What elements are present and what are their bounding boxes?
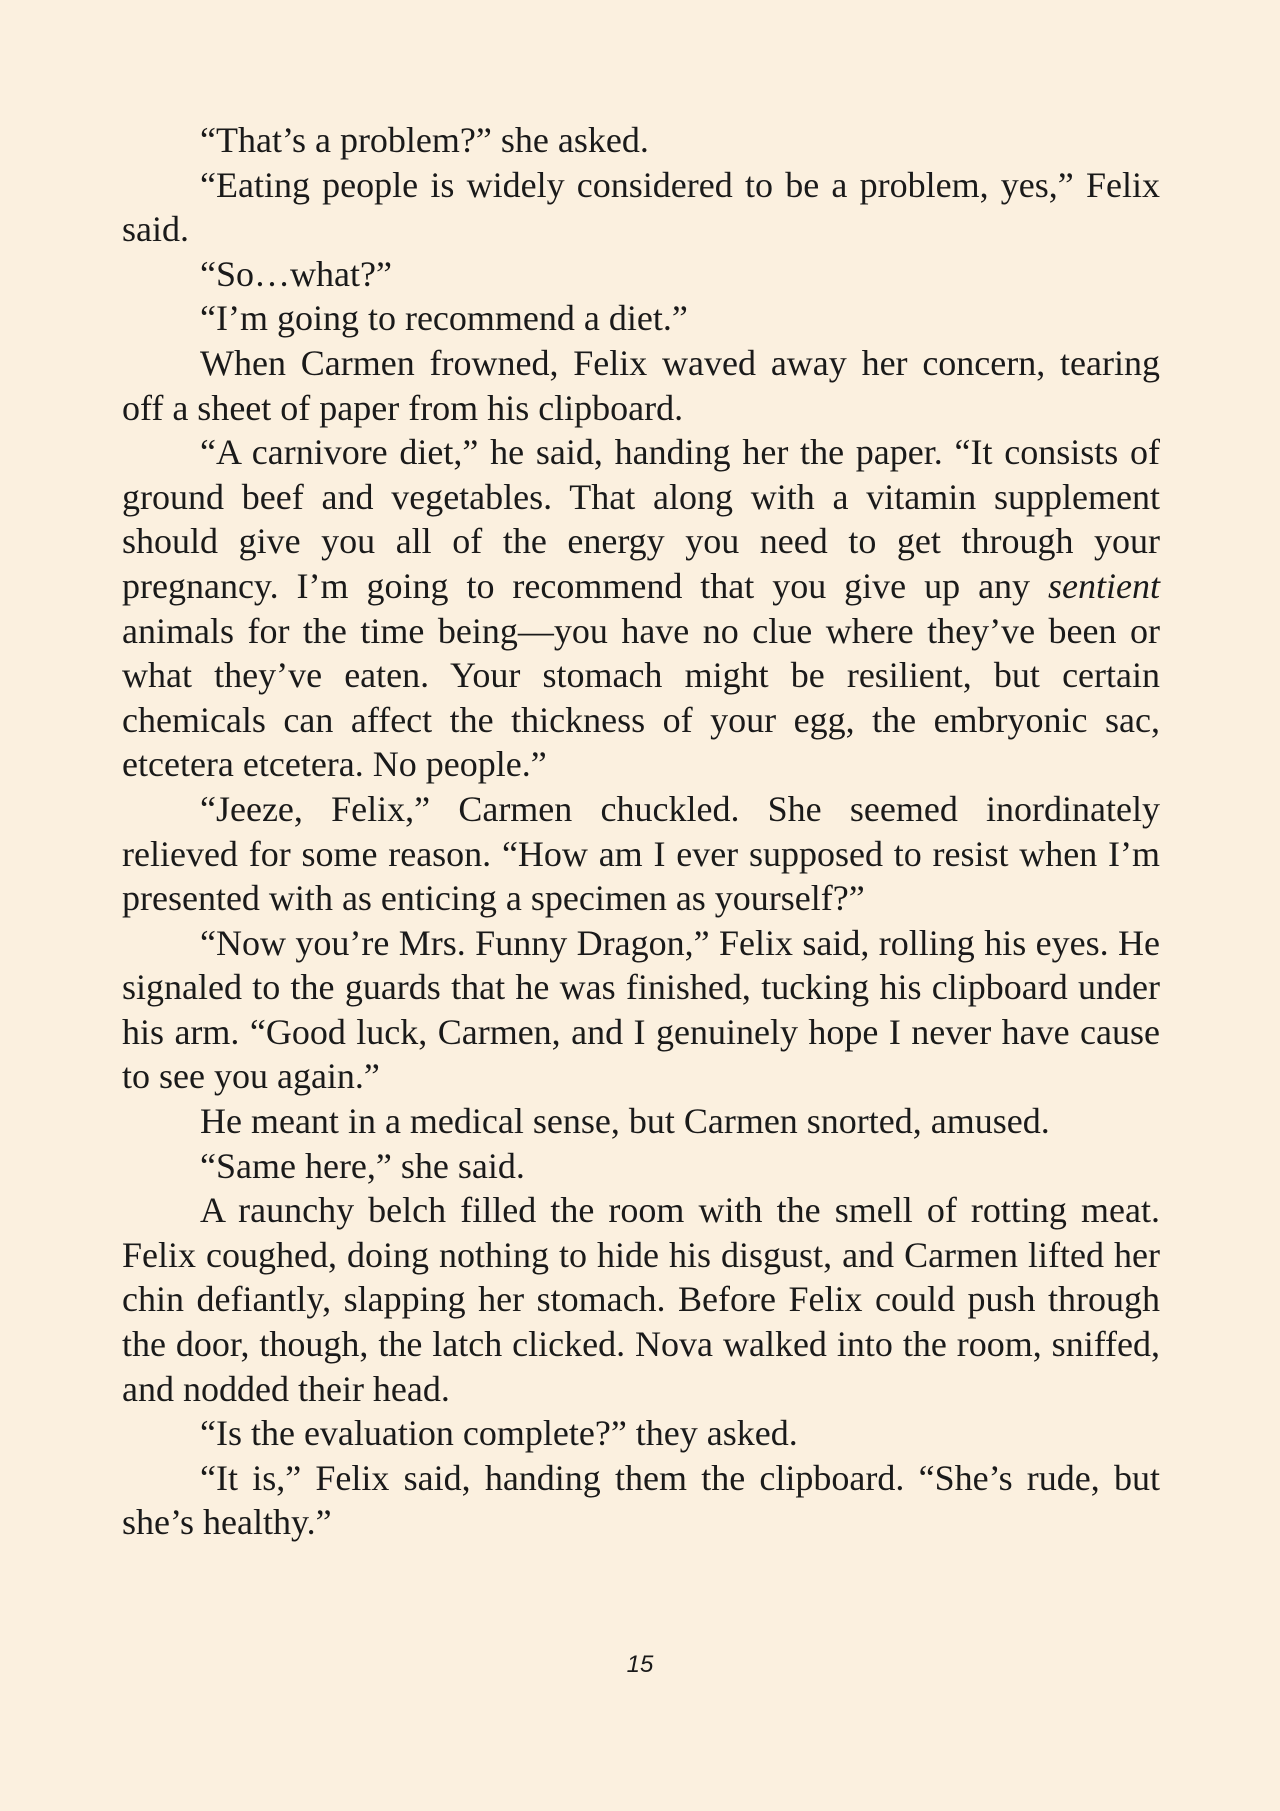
- paragraph-4: “I’m going to recommend a diet.”: [200, 298, 688, 339]
- paragraph-2: “Eating people is widely considered to be a problem, yes,” Felix said.: [122, 164, 1160, 250]
- paragraph-6: [122, 430, 1160, 787]
- paragraph-11: A raunchy belch filled the room with the smell of rotting meat. Felix coughed, doing nothing to hide his disgust, and Carmen lifted her chin defiantly, slapping her stomach. Before Felix could push through the door, though, the latch clicked. Nova walked into the room, sniffed, and nodded their head.: [122, 1190, 1160, 1409]
- paragraph-13: “It is,” Felix said, handing them the clipboard. “She’s rude, but she’s healthy.”: [122, 1457, 1160, 1543]
- paragraph-12: “Is the evaluation complete?” they asked.: [200, 1413, 798, 1454]
- paragraph-8: “Now you’re Mrs. Funny Dragon,” Felix said, rolling his eyes. He signaled to the guards that he was finished, tucking his clipboard under his arm. “Good luck, Carmen, and I genuinely hope I never have cause to see you again.”: [122, 922, 1160, 1097]
- paragraph-6-before: “A carnivore diet,” he said, handing her the paper. “It consists of ground beef and vegetables. That along with a vitamin supplement should give you all of the energy you need to get through your pregnancy. I’m going to recommend that you give up any: [122, 432, 1160, 606]
- paragraph-6-emphasis: sentient: [1048, 565, 1160, 606]
- paragraph-3: “So…what?”: [200, 253, 392, 294]
- paragraph-10: “Same here,” she said.: [200, 1145, 525, 1186]
- paragraph-6-after: animals for the time being—you have no clue where they’ve been or what they’ve eaten. Your stomach might be resilient, but certain chemicals can affect the thickness of your egg, the embryonic sac, etcetera etcetera. No people.”: [122, 610, 1160, 785]
- paragraph-7: “Jeeze, Felix,” Carmen chuckled. She seemed inordinately relieved for some reason. “How am I ever supposed to resist when I’m presented with as enticing a specimen as yourself?”: [122, 788, 1160, 919]
- paragraph-1: “That’s a problem?” she asked.: [200, 120, 649, 160]
- paragraph-9: He meant in a medical sense, but Carmen snorted, amused.: [200, 1101, 1050, 1142]
- body-text: [122, 118, 1160, 1545]
- paragraph-5: When Carmen frowned, Felix waved away her concern, tearing off a sheet of paper from his clipboard.: [122, 342, 1160, 428]
- page-number: 15: [626, 1651, 654, 1678]
